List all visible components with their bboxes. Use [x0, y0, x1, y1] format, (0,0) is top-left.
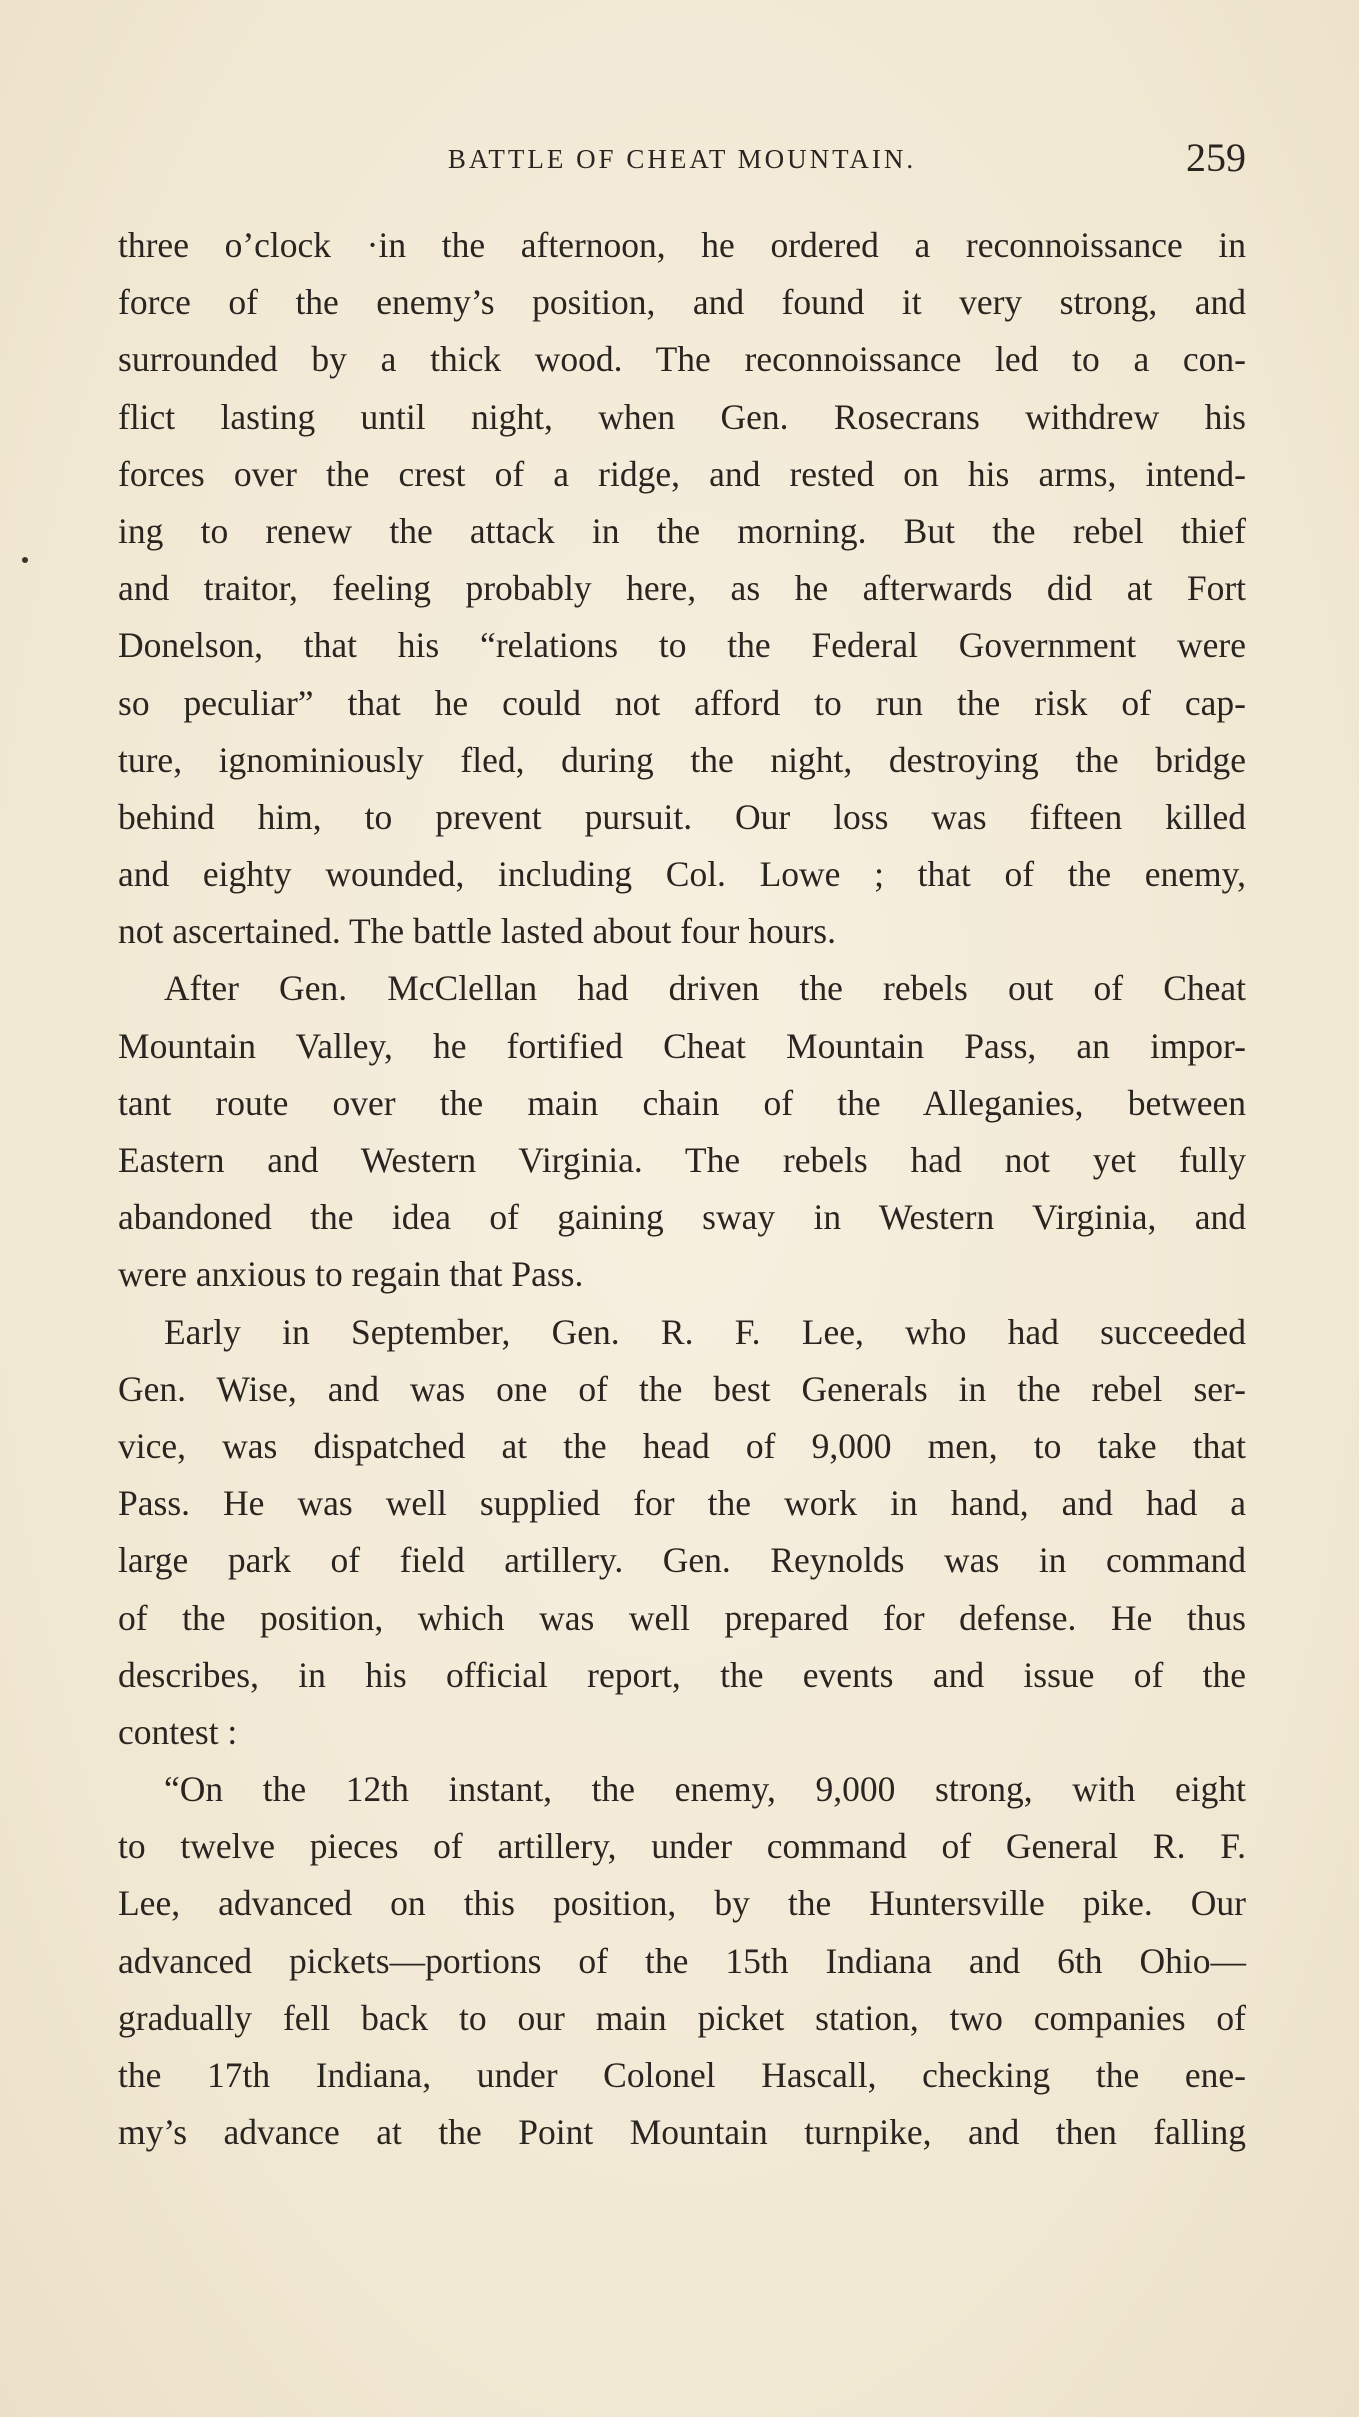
text-line: contest :	[118, 1711, 238, 1752]
text-line: of the position, which was well prepared for defense. He thus	[118, 1597, 1246, 1638]
text-line: Pass. He was well supplied for the work in hand, and had a	[118, 1483, 1246, 1524]
text-line: flict lasting until night, when Gen. Rosecrans withdrew his	[118, 396, 1246, 437]
text-line: so peculiar” that he could not afford to run the risk of cap-	[118, 682, 1246, 723]
text-line: After Gen. McClellan had driven the rebels out of Cheat	[164, 968, 1246, 1009]
text-line: and eighty wounded, including Col. Lowe ; that of the enemy,	[118, 854, 1246, 895]
text-line: describes, in his official report, the events and issue of the	[118, 1654, 1246, 1695]
text-line: Gen. Wise, and was one of the best Generals in the rebel ser-	[118, 1368, 1246, 1409]
text-line: Donelson, that his “relations to the Federal Government were	[118, 625, 1246, 666]
text-line: Mountain Valley, he fortified Cheat Mountain Pass, an impor-	[118, 1025, 1246, 1066]
text-line: ing to renew the attack in the morning. But the rebel thief	[118, 510, 1246, 551]
running-head: BATTLE OF CHEAT MOUNTAIN.	[447, 144, 917, 174]
text-line: Lee, advanced on this position, by the Huntersville pike. Our	[118, 1883, 1246, 1924]
text-line: ture, ignominiously fled, during the night, destroying the bridge	[118, 739, 1246, 780]
ink-speck	[22, 557, 28, 563]
text-line: and traitor, feeling probably here, as he afterwards did at Fort	[118, 568, 1246, 609]
text-line: abandoned the idea of gaining sway in Western Virginia, and	[118, 1197, 1246, 1238]
text-line: Eastern and Western Virginia. The rebels had not yet fully	[118, 1140, 1246, 1180]
text-line: to twelve pieces of artillery, under command of General R. F.	[118, 1826, 1246, 1867]
text-line: gradually fell back to our main picket station, two companies of	[118, 1997, 1246, 2038]
text-line: vice, was dispatched at the head of 9,000 men, to take that	[118, 1425, 1246, 1466]
text-line: tant route over the main chain of the Alleganies, between	[118, 1082, 1246, 1123]
text-line: not ascertained. The battle lasted about four hours.	[118, 911, 836, 952]
text-line: my’s advance at the Point Mountain turnpike, and then falling	[118, 2112, 1246, 2153]
text-line: large park of field artillery. Gen. Reynolds was in command	[118, 1540, 1246, 1581]
text-line: force of the enemy’s position, and found it very strong, and	[118, 282, 1246, 323]
text-line: forces over the crest of a ridge, and rested on his arms, intend-	[118, 453, 1246, 494]
text-line: Early in September, Gen. R. F. Lee, who had succeeded	[164, 1311, 1246, 1352]
text-line: the 17th Indiana, under Colonel Hascall, checking the ene-	[118, 2055, 1246, 2095]
text-line: three o’clock ·in the afternoon, he ordered a reconnoissance in	[118, 225, 1246, 265]
text-line: advanced pickets—portions of the 15th Indiana and 6th Ohio—	[118, 1940, 1246, 1981]
text-line: “On the 12th instant, the enemy, 9,000 strong, with eight	[164, 1769, 1246, 1810]
page-number: 259	[1186, 135, 1246, 180]
text-line: behind him, to prevent pursuit. Our loss was fifteen killed	[118, 796, 1246, 837]
page-body	[118, 217, 1246, 2161]
page-header	[118, 135, 1246, 192]
text-line: were anxious to regain that Pass.	[118, 1254, 584, 1295]
text-line: surrounded by a thick wood. The reconnoissance led to a con-	[118, 339, 1246, 380]
